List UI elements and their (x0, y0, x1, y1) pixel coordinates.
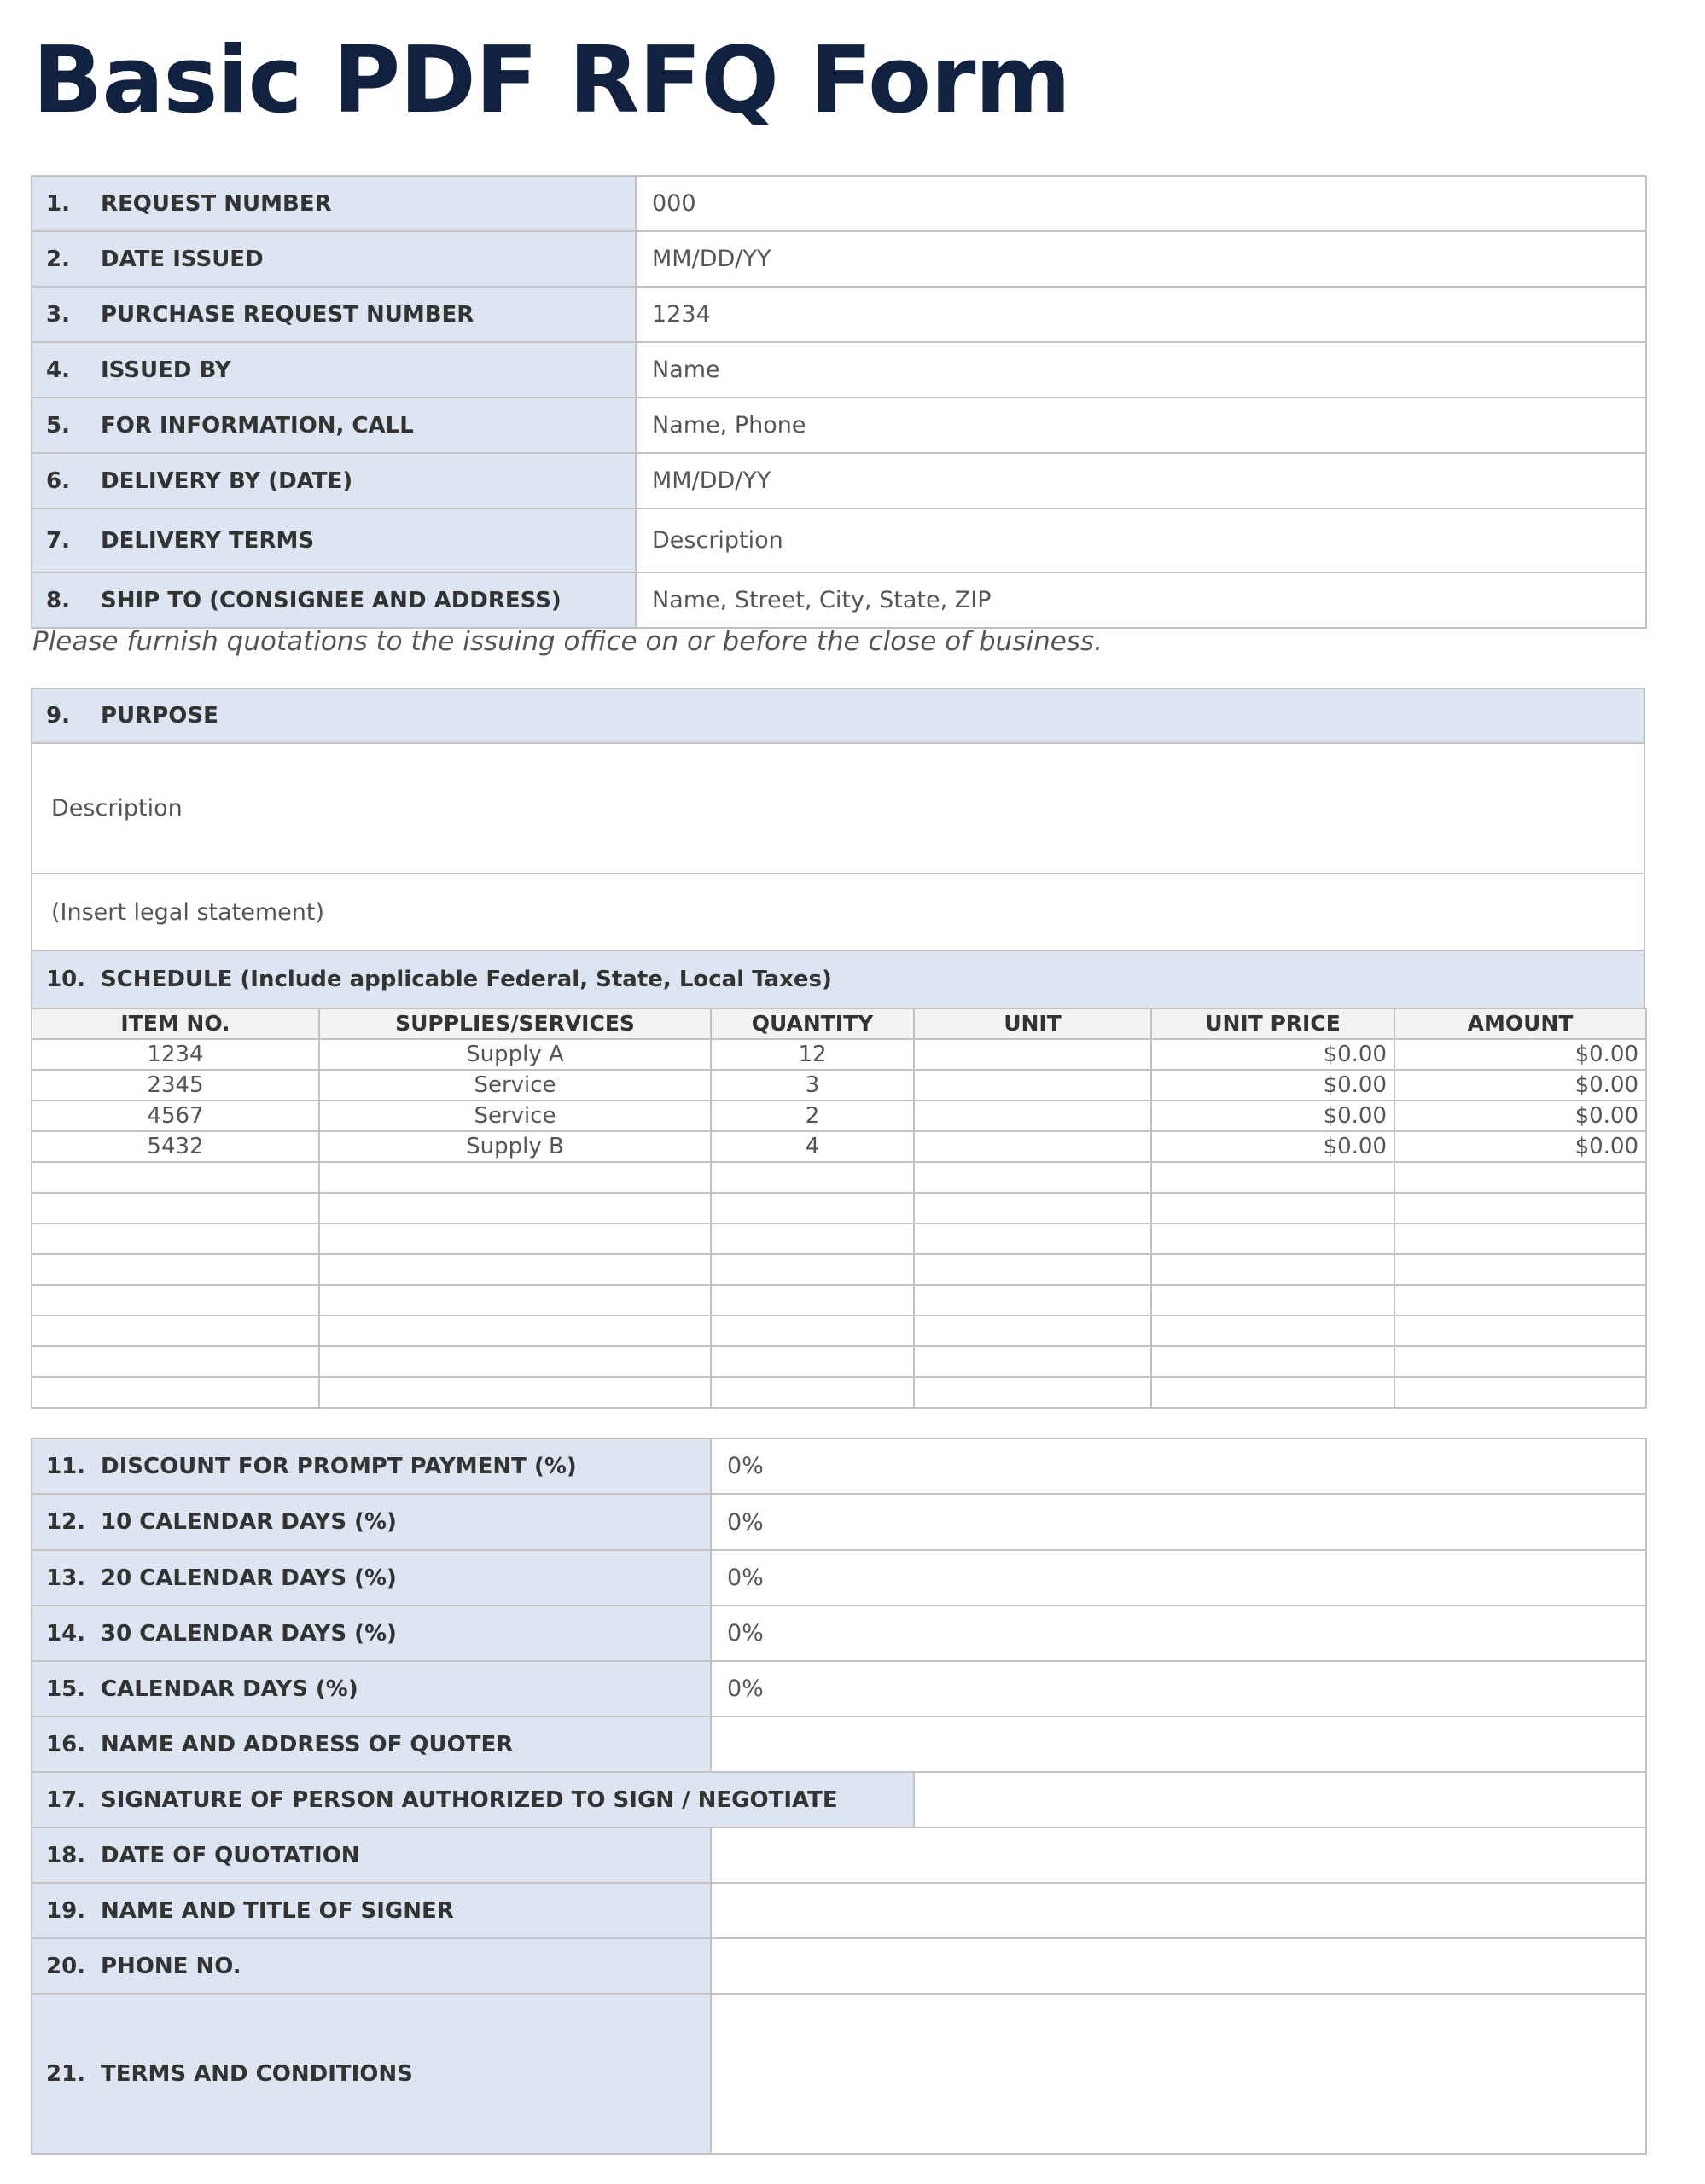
schedule-cell[interactable]: 12 (711, 1039, 914, 1070)
field-label (32, 1716, 711, 1772)
field-number: 6. (46, 468, 70, 494)
field-label-text: SIGNATURE OF PERSON AUTHORIZED TO SIGN / NEGOTIATE (101, 1786, 838, 1813)
schedule-cell[interactable]: $0.00 (1151, 1070, 1394, 1101)
field-number: 11. (46, 1453, 86, 1479)
schedule-cell[interactable] (711, 1193, 914, 1223)
schedule-cell[interactable] (32, 1223, 319, 1254)
field-value[interactable] (711, 1827, 1646, 1883)
field-number: 14. (46, 1620, 86, 1647)
schedule-cell[interactable] (914, 1162, 1151, 1193)
schedule-cell[interactable] (1394, 1162, 1646, 1193)
schedule-cell[interactable]: $0.00 (1394, 1039, 1646, 1070)
field-number: 13. (46, 1565, 86, 1591)
schedule-number: 10. (46, 967, 86, 992)
field-label-text: DISCOUNT FOR PROMPT PAYMENT (%) (101, 1453, 577, 1479)
field-value[interactable]: 0% (711, 1661, 1646, 1716)
schedule-cell[interactable] (319, 1316, 711, 1346)
schedule-cell[interactable] (914, 1131, 1151, 1162)
field-number: 8. (46, 587, 70, 613)
schedule-cell[interactable] (711, 1162, 914, 1193)
field-value[interactable]: Description (636, 508, 1646, 572)
field-label-text: PHONE NO. (101, 1953, 241, 1979)
header-row (32, 287, 1646, 342)
schedule-cell[interactable] (319, 1162, 711, 1193)
schedule-row (32, 1316, 1646, 1346)
field-number: 19. (46, 1897, 86, 1924)
schedule-cell[interactable] (1151, 1223, 1394, 1254)
schedule-cell[interactable] (711, 1316, 914, 1346)
schedule-cell[interactable]: Supply B (319, 1131, 711, 1162)
schedule-cell[interactable] (711, 1285, 914, 1316)
schedule-cell[interactable] (1151, 1162, 1394, 1193)
footer-row (32, 1550, 1646, 1606)
schedule-cell[interactable]: $0.00 (1394, 1101, 1646, 1131)
purpose-header (32, 688, 1644, 743)
field-value[interactable]: MM/DD/YY (636, 453, 1646, 508)
field-label (32, 1661, 711, 1716)
schedule-cell[interactable] (711, 1377, 914, 1408)
header-row (32, 453, 1646, 508)
schedule-cell[interactable] (319, 1377, 711, 1408)
field-label (32, 1883, 711, 1938)
schedule-cell[interactable]: 3 (711, 1070, 914, 1101)
footer-row (32, 1716, 1646, 1772)
field-label (32, 1994, 711, 2154)
schedule-cell[interactable]: 1234 (32, 1039, 319, 1070)
schedule-row (32, 1377, 1646, 1408)
page-title: Basic PDF RFQ Form (32, 27, 1071, 134)
schedule-cell[interactable] (1394, 1223, 1646, 1254)
field-number: 12. (46, 1509, 86, 1535)
field-label (32, 1438, 711, 1494)
field-label (32, 508, 636, 572)
schedule-cell[interactable]: Service (319, 1070, 711, 1101)
schedule-row (32, 1254, 1646, 1285)
schedule-cell[interactable]: $0.00 (1151, 1039, 1394, 1070)
field-value[interactable]: Name, Phone (636, 398, 1646, 453)
field-label (32, 342, 636, 398)
schedule-cell[interactable] (1394, 1285, 1646, 1316)
purpose-number: 9. (46, 703, 70, 729)
field-value[interactable] (711, 1938, 1646, 1994)
schedule-cell[interactable] (1151, 1316, 1394, 1346)
schedule-cell[interactable] (1394, 1254, 1646, 1285)
schedule-cell[interactable] (319, 1254, 711, 1285)
field-label (32, 1938, 711, 1994)
field-label-text: DATE OF QUOTATION (101, 1842, 360, 1868)
field-label (32, 287, 636, 342)
field-value[interactable]: 000 (636, 176, 1646, 231)
field-value[interactable]: 0% (711, 1494, 1646, 1550)
field-label (32, 398, 636, 453)
schedule-header (32, 950, 1644, 1008)
schedule-row (32, 1285, 1646, 1316)
field-label-text: 30 CALENDAR DAYS (%) (101, 1620, 397, 1647)
field-value[interactable]: 0% (711, 1606, 1646, 1661)
field-label-text: DELIVERY BY (DATE) (101, 468, 353, 494)
schedule-cell[interactable]: 2345 (32, 1070, 319, 1101)
schedule-cell[interactable] (914, 1223, 1151, 1254)
field-number: 21. (46, 2061, 86, 2087)
footer-fields-table (31, 1438, 1647, 2155)
header-row (32, 572, 1646, 628)
schedule-cell[interactable]: 2 (711, 1101, 914, 1131)
field-label-text: 10 CALENDAR DAYS (%) (101, 1509, 397, 1535)
schedule-cell[interactable] (1394, 1377, 1646, 1408)
legal-statement[interactable]: (Insert legal statement) (32, 874, 1644, 950)
field-label-text: DELIVERY TERMS (101, 527, 315, 554)
field-label (32, 1827, 711, 1883)
footer-row (32, 1883, 1646, 1938)
header-row (32, 508, 1646, 572)
schedule-column-header: SUPPLIES/SERVICES (319, 1008, 711, 1039)
schedule-label: SCHEDULE (Include applicable Federal, State, Local Taxes) (101, 967, 832, 992)
schedule-cell[interactable] (32, 1316, 319, 1346)
field-label (32, 231, 636, 287)
field-label-text: TERMS AND CONDITIONS (101, 2061, 413, 2087)
schedule-column-header: ITEM NO. (32, 1008, 319, 1039)
field-value[interactable]: 0% (711, 1438, 1646, 1494)
field-value[interactable]: 0% (711, 1550, 1646, 1606)
schedule-table (31, 1008, 1647, 1409)
schedule-cell[interactable] (914, 1285, 1151, 1316)
footer-row (32, 1994, 1646, 2154)
field-label-text: DATE ISSUED (101, 246, 264, 272)
field-value[interactable]: Name, Street, City, State, ZIP (636, 572, 1646, 628)
schedule-cell[interactable]: $0.00 (1394, 1131, 1646, 1162)
field-number: 1. (46, 190, 70, 217)
schedule-cell[interactable]: Supply A (319, 1039, 711, 1070)
purpose-table (31, 688, 1645, 1009)
schedule-row (32, 1070, 1646, 1101)
schedule-cell[interactable] (32, 1346, 319, 1377)
field-label-text: FOR INFORMATION, CALL (101, 412, 414, 439)
field-label (32, 1772, 914, 1827)
field-label-text: ISSUED BY (101, 357, 231, 383)
schedule-cell[interactable] (711, 1223, 914, 1254)
field-label (32, 176, 636, 231)
schedule-cell[interactable]: 4 (711, 1131, 914, 1162)
schedule-cell[interactable] (1151, 1254, 1394, 1285)
field-number: 4. (46, 357, 70, 383)
schedule-cell[interactable] (32, 1162, 319, 1193)
header-row (32, 342, 1646, 398)
schedule-cell[interactable] (1151, 1377, 1394, 1408)
schedule-cell[interactable] (914, 1101, 1151, 1131)
schedule-cell[interactable] (711, 1254, 914, 1285)
schedule-column-header: QUANTITY (711, 1008, 914, 1039)
schedule-column-header: UNIT (914, 1008, 1151, 1039)
footer-row (32, 1438, 1646, 1494)
footer-row (32, 1772, 1646, 1827)
schedule-row (32, 1162, 1646, 1193)
footer-row (32, 1494, 1646, 1550)
field-label-text: SHIP TO (CONSIGNEE AND ADDRESS) (101, 587, 562, 613)
field-label-text: PURCHASE REQUEST NUMBER (101, 301, 474, 328)
schedule-cell[interactable] (711, 1346, 914, 1377)
footer-row (32, 1661, 1646, 1716)
schedule-cell[interactable]: 5432 (32, 1131, 319, 1162)
field-label-text: CALENDAR DAYS (%) (101, 1676, 358, 1702)
schedule-cell[interactable] (1394, 1316, 1646, 1346)
field-label-text: 20 CALENDAR DAYS (%) (101, 1565, 397, 1591)
schedule-row (32, 1101, 1646, 1131)
field-value[interactable] (914, 1772, 1646, 1827)
schedule-row (32, 1346, 1646, 1377)
schedule-cell[interactable] (319, 1223, 711, 1254)
schedule-cell[interactable] (1151, 1285, 1394, 1316)
field-number: 15. (46, 1676, 86, 1702)
field-value[interactable]: 1234 (636, 287, 1646, 342)
schedule-cell[interactable] (32, 1254, 319, 1285)
header-row (32, 231, 1646, 287)
schedule-cell[interactable] (32, 1377, 319, 1408)
schedule-cell[interactable] (914, 1039, 1151, 1070)
schedule-cell[interactable] (914, 1346, 1151, 1377)
field-number: 7. (46, 527, 70, 554)
schedule-cell[interactable] (319, 1285, 711, 1316)
schedule-row (32, 1193, 1646, 1223)
schedule-column-header: UNIT PRICE (1151, 1008, 1394, 1039)
header-row (32, 398, 1646, 453)
schedule-cell[interactable] (914, 1316, 1151, 1346)
field-number: 16. (46, 1731, 86, 1757)
schedule-cell[interactable] (914, 1377, 1151, 1408)
field-number: 18. (46, 1842, 86, 1868)
instruction-note: Please furnish quotations to the issuing office on or before the close of business. (32, 626, 1103, 657)
schedule-cell[interactable]: $0.00 (1151, 1131, 1394, 1162)
field-label (32, 572, 636, 628)
field-number: 17. (46, 1786, 86, 1813)
schedule-cell[interactable] (914, 1193, 1151, 1223)
field-label (32, 1494, 711, 1550)
footer-row (32, 1938, 1646, 1994)
purpose-label: PURPOSE (101, 703, 218, 729)
schedule-column-header: AMOUNT (1394, 1008, 1646, 1039)
footer-row (32, 1606, 1646, 1661)
schedule-cell[interactable] (319, 1346, 711, 1377)
field-label (32, 453, 636, 508)
field-number: 5. (46, 412, 70, 439)
field-value[interactable] (711, 1716, 1646, 1772)
field-number: 2. (46, 246, 70, 272)
schedule-cell[interactable] (1151, 1346, 1394, 1377)
schedule-cell[interactable] (32, 1193, 319, 1223)
field-label (32, 1606, 711, 1661)
header-fields-table (31, 175, 1647, 629)
field-label-text: NAME AND TITLE OF SIGNER (101, 1897, 454, 1924)
schedule-cell[interactable]: $0.00 (1394, 1070, 1646, 1101)
purpose-description[interactable]: Description (32, 743, 1644, 874)
schedule-cell[interactable]: 4567 (32, 1101, 319, 1131)
schedule-row (32, 1223, 1646, 1254)
field-value[interactable] (711, 1883, 1646, 1938)
schedule-row (32, 1039, 1646, 1070)
schedule-cell[interactable]: $0.00 (1151, 1101, 1394, 1131)
field-value[interactable]: Name (636, 342, 1646, 398)
footer-row (32, 1827, 1646, 1883)
schedule-cell[interactable] (1394, 1193, 1646, 1223)
schedule-cell[interactable] (1394, 1346, 1646, 1377)
field-number: 3. (46, 301, 70, 328)
field-label (32, 1550, 711, 1606)
schedule-row (32, 1131, 1646, 1162)
header-row (32, 176, 1646, 231)
field-value[interactable]: MM/DD/YY (636, 231, 1646, 287)
field-number: 20. (46, 1953, 86, 1979)
schedule-cell[interactable] (1151, 1193, 1394, 1223)
schedule-cell[interactable] (319, 1193, 711, 1223)
schedule-cell[interactable] (32, 1285, 319, 1316)
field-label-text: REQUEST NUMBER (101, 190, 332, 217)
schedule-cell[interactable] (914, 1254, 1151, 1285)
schedule-cell[interactable] (914, 1070, 1151, 1101)
field-value[interactable] (711, 1994, 1646, 2154)
field-label-text: NAME AND ADDRESS OF QUOTER (101, 1731, 514, 1757)
schedule-cell[interactable]: Service (319, 1101, 711, 1131)
